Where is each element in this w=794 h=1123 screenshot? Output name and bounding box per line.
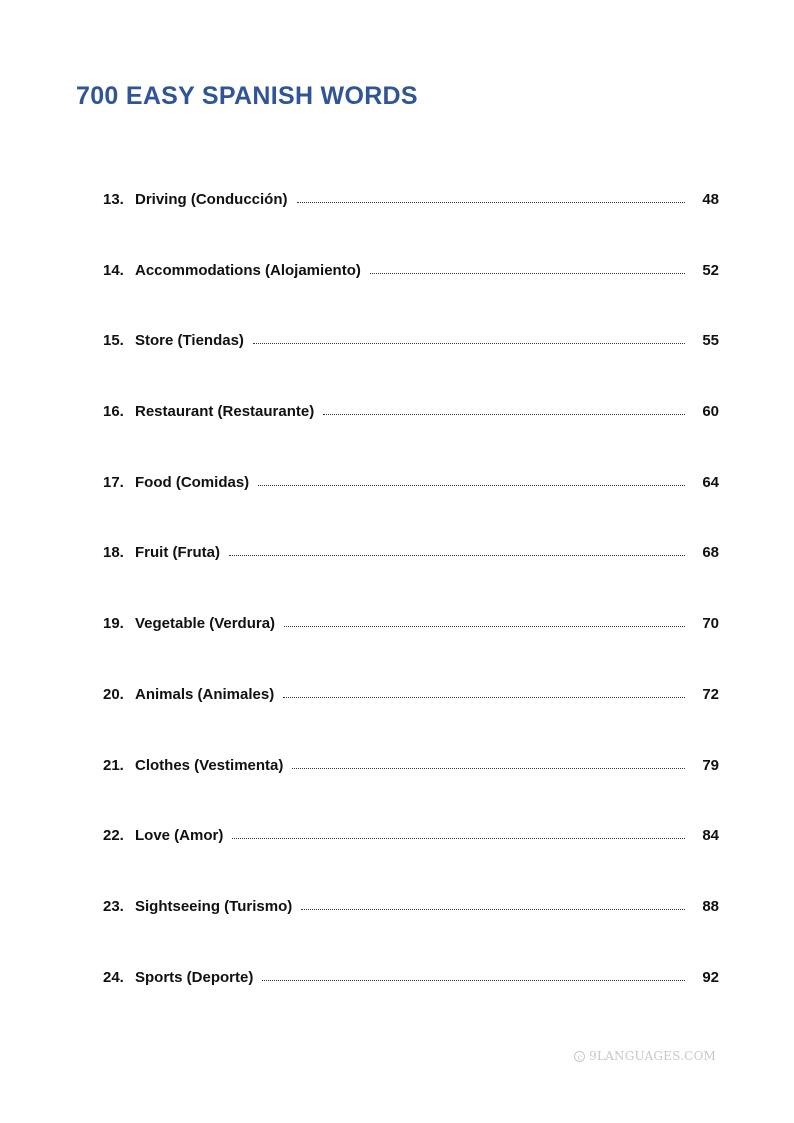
toc-dot-leader <box>370 273 685 274</box>
toc-entry-label: Fruit (Fruta) <box>135 544 220 562</box>
toc-entry[interactable] <box>103 615 719 686</box>
toc-entry-label: Sports (Deporte) <box>135 968 254 986</box>
toc-entry-number: 23. <box>103 897 124 915</box>
toc-entry-number: 20. <box>103 685 124 703</box>
toc-entry-page: 84 <box>702 827 719 845</box>
toc-entry[interactable] <box>103 757 719 828</box>
toc-entry-label: Accommodations (Alojamiento) <box>135 261 361 279</box>
toc-entry-number: 24. <box>103 968 124 986</box>
toc-entry-page: 48 <box>702 191 719 208</box>
toc-entry-number: 22. <box>103 827 124 845</box>
toc-dot-leader <box>323 414 685 415</box>
toc-entry[interactable] <box>103 474 719 545</box>
toc-entry-number: 18. <box>103 544 124 562</box>
toc-dot-leader <box>253 343 685 344</box>
toc-entry[interactable] <box>103 262 719 333</box>
toc-entry-number: 17. <box>103 473 124 491</box>
toc-entry[interactable] <box>103 332 719 403</box>
toc-entry-label: Animals (Animales) <box>135 685 275 703</box>
toc-entry-page: 68 <box>702 544 719 562</box>
toc-entry-label: Sightseeing (Turismo) <box>135 897 293 915</box>
toc-entry[interactable] <box>103 191 719 262</box>
toc-entry-label: Driving (Conducción) <box>135 191 288 208</box>
toc-entry-number: 14. <box>103 261 124 279</box>
watermark <box>574 1049 716 1063</box>
toc-entry-page: 55 <box>702 332 719 350</box>
toc-dot-leader <box>292 768 685 769</box>
toc-entry[interactable] <box>103 686 719 757</box>
toc-entry-page: 60 <box>702 403 719 421</box>
toc-entry[interactable] <box>103 827 719 898</box>
toc-entry[interactable] <box>103 403 719 474</box>
toc-entry[interactable] <box>103 544 719 615</box>
toc-dot-leader <box>283 697 685 698</box>
toc-dot-leader <box>301 909 685 910</box>
toc-entry-label: Love (Amor) <box>135 827 224 845</box>
toc-dot-leader <box>262 980 685 981</box>
toc-entry-number: 19. <box>103 615 124 633</box>
toc-dot-leader <box>232 838 685 839</box>
toc-entry-number: 13. <box>103 191 124 208</box>
toc-entry-label: Vegetable (Verdura) <box>135 615 276 633</box>
toc-entry-label: Restaurant (Restaurante) <box>135 403 315 421</box>
toc-entry-page: 52 <box>702 261 719 279</box>
watermark-text: 9LANGUAGES.COM <box>589 1049 716 1063</box>
toc-entry-number: 21. <box>103 756 124 774</box>
toc-entry-number: 15. <box>103 332 124 350</box>
toc-entry-number: 16. <box>103 403 124 421</box>
toc-entry-page: 70 <box>702 615 719 633</box>
toc-entry[interactable] <box>103 969 719 1040</box>
toc-entry-page: 88 <box>702 897 719 915</box>
toc-entry-page: 64 <box>702 473 719 491</box>
page-title: 700 EASY SPANISH WORDS <box>76 82 418 110</box>
toc-entry-page: 92 <box>702 968 719 986</box>
table-of-contents <box>103 191 719 1039</box>
toc-entry-page: 72 <box>702 685 719 703</box>
toc-entry-page: 79 <box>702 756 719 774</box>
toc-dot-leader <box>229 555 685 556</box>
toc-entry-label: Clothes (Vestimenta) <box>135 756 284 774</box>
toc-entry[interactable] <box>103 898 719 969</box>
toc-dot-leader <box>258 485 685 486</box>
toc-entry-label: Food (Comidas) <box>135 473 250 491</box>
toc-entry-label: Store (Tiendas) <box>135 332 244 350</box>
toc-dot-leader <box>284 626 685 627</box>
copyright-icon: c <box>574 1051 585 1062</box>
toc-dot-leader <box>297 202 686 203</box>
